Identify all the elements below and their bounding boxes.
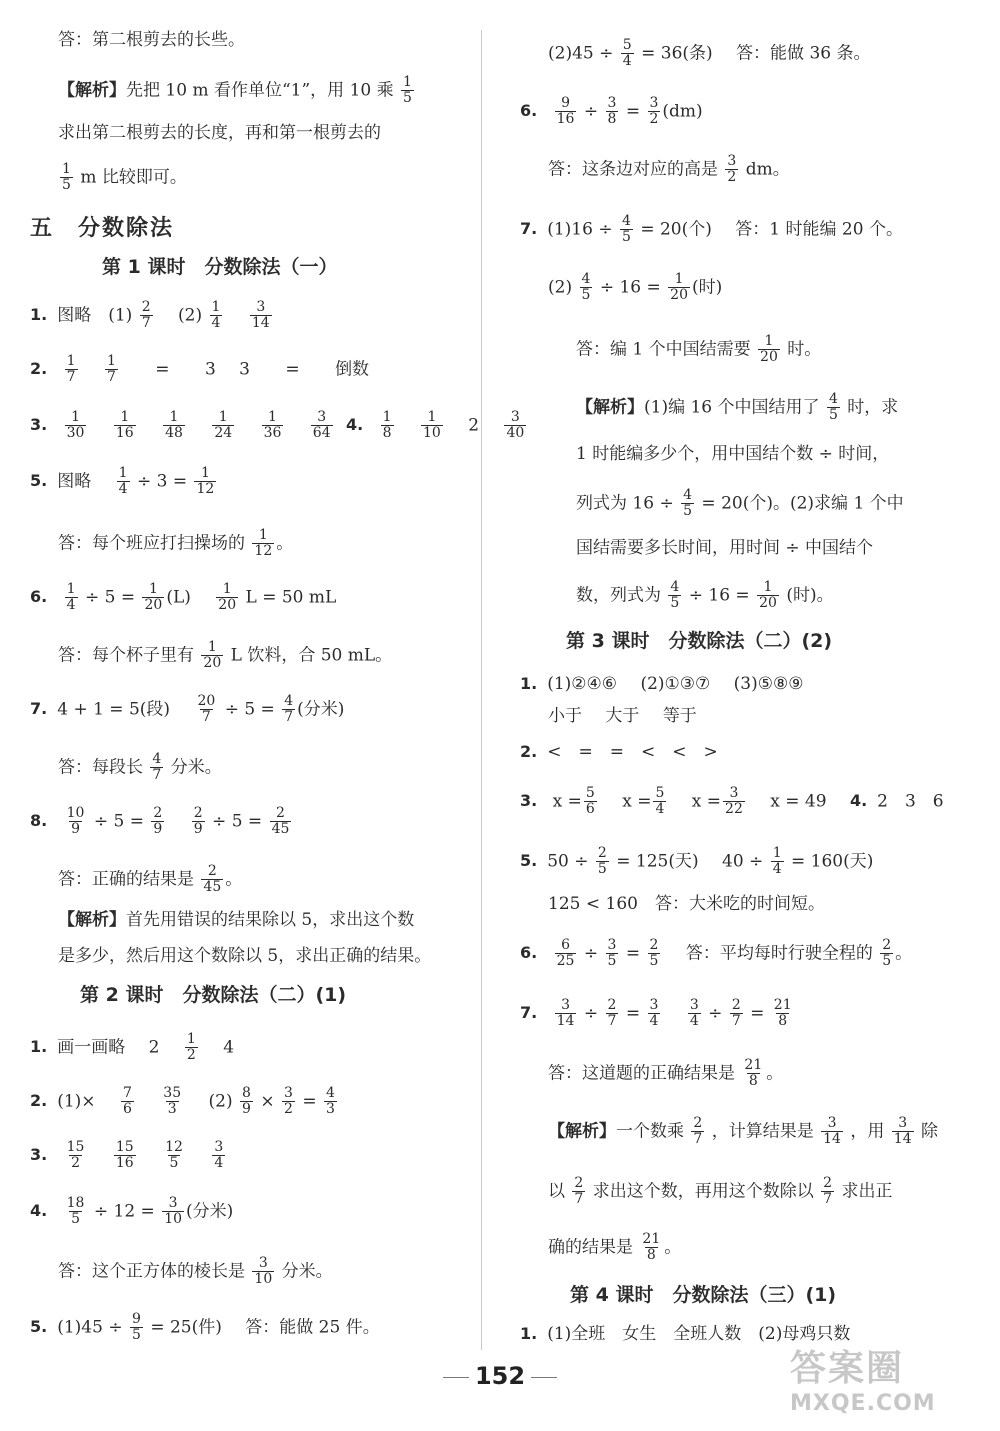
answer-line: 答：编 1 个中国结需要 $\frac{1}{20}$ 时。 — [576, 333, 822, 366]
question-7-part-2: (2) $\frac{4}{5}$ ÷ 16 = $\frac{1}{20}$ (时) — [548, 271, 723, 304]
analysis-line: 【解析】(1)编 16 个中国结用了 $\frac{4}{5}$ 时，求 — [576, 391, 899, 424]
column-divider — [481, 30, 482, 1350]
answer-line: 125 < 160 答：大米吃的时间短。 — [548, 894, 825, 914]
lesson-title: 第 1 课时 分数除法（一） — [102, 256, 338, 278]
question-7: 7. $\frac{3}{14}$ ÷ $\frac{2}{7}$ = $\frac{3}{4}$ $\frac{3}{4}$ ÷ $\frac{2}{7}$ = $\frac{21}{8}$ — [520, 997, 792, 1030]
analysis-line: 数，列式为 $\frac{4}{5}$ ÷ 16 = $\frac{1}{20}$ (时)。 — [576, 579, 834, 612]
question-5: 5. 图略 $\frac{1}{4}$ ÷ 3 = $\frac{1}{12}$ — [30, 465, 215, 498]
question-3: 3. $\frac{15}{2}$ $\frac{15}{16}$ $\frac{12}{5}$ $\frac{3}{4}$ — [30, 1139, 224, 1172]
analysis-line: 1 时能编多少个，用中国结个数 ÷ 时间， — [576, 444, 890, 464]
fraction: $\frac{1}{5}$ — [403, 74, 412, 107]
watermark-logo: 答案圈 MXQE.COM — [790, 1348, 936, 1416]
analysis-line: 以 $\frac{2}{7}$ 求出这个数，再用这个数除以 $\frac{2}{7}$ 求出正 — [548, 1175, 893, 1208]
answer-line: 答：正确的结果是 $\frac{2}{45}$ 。 — [58, 863, 243, 896]
answer-line: 答：每个班应打扫操场的 $\frac{1}{12}$ 。 — [58, 527, 294, 560]
question-2: 2. $\frac{1}{7}$ $\frac{1}{7}$ = 3 3 = 倒数 — [30, 353, 370, 386]
analysis-line: 确的结果是 $\frac{21}{8}$ 。 — [548, 1231, 682, 1264]
answer-line: 答：这个正方体的棱长是 $\frac{3}{10}$ 分米。 — [58, 1255, 333, 1288]
answer-line: 答：这条边对应的高是 $\frac{3}{2}$ dm。 — [548, 153, 790, 186]
fraction: $\frac{1}{5}$ — [62, 161, 71, 194]
question-5: 5. (1)45 ÷ $\frac{9}{5}$ = 25(件) 答：能做 25 件。 — [30, 1311, 380, 1344]
question-6: 6. $\frac{6}{25}$ ÷ $\frac{3}{5}$ = $\frac{2}{5}$ 答：平均每时行驶全程的 $\frac{2}{5}$ 。 — [520, 937, 913, 970]
analysis-line: 【解析】一个数乘 $\frac{2}{7}$ ，计算结果是 $\frac{3}{14}$ ，用 $\frac{3}{14}$ 除 — [548, 1115, 939, 1148]
analysis-line: 【解析】先把 10 m 看作单位“1”，用 10 乘 $\frac{1}{5}$ — [58, 74, 412, 107]
question-1-cont: 小于 大于 等于 — [548, 706, 697, 726]
question-4: 4. $\frac{18}{5}$ ÷ 12 = $\frac{3}{10}$ (分米) — [30, 1195, 234, 1228]
question-7: 7. (1)16 ÷ $\frac{4}{5}$ = 20(个) 答：1 时能编 20 个。 — [520, 213, 903, 246]
question-8: 8. $\frac{10}{9}$ ÷ 5 = $\frac{2}{9}$ $\frac{2}{9}$ ÷ 5 = $\frac{2}{45}$ — [30, 805, 290, 838]
lesson-title: 第 3 课时 分数除法（二）(2) — [566, 630, 833, 652]
question-5: 5. 50 ÷ $\frac{2}{5}$ = 125(天) 40 ÷ $\frac{1}{4}$ = 160(天) — [520, 845, 874, 878]
answer-line: 答：第二根剪去的长些。 — [58, 30, 245, 50]
question-2: 2. (1)× $\frac{7}{6}$ $\frac{35}{3}$ (2) $\frac{8}{9}$ × $\frac{3}{2}$ = $\frac{4}{3}$ — [30, 1085, 335, 1118]
question-7: 7. 4 + 1 = 5(段) $\frac{20}{7}$ ÷ 5 = $\frac{4}{7}$ (分米) — [30, 693, 345, 726]
analysis-line: $\frac{1}{5}$ m 比较即可。 — [62, 161, 187, 194]
question-2: 2. < = = < < > — [520, 742, 718, 762]
question-5-part-2: (2)45 ÷ $\frac{5}{4}$ = 36(条) 答：能做 36 条。 — [548, 37, 871, 70]
question-6: 6. $\frac{1}{4}$ ÷ 5 = $\frac{1}{20}$ (L) $\frac{1}{20}$ L = 50 mL — [30, 581, 337, 614]
analysis-line: 【解析】首先用错误的结果除以 5，求出这个数 — [58, 910, 415, 930]
lesson-title: 第 4 课时 分数除法（三）(1) — [570, 1284, 837, 1306]
question-1: 1. 画一画略 2 $\frac{1}{2}$ 4 — [30, 1031, 235, 1064]
question-1: 1. (1)②④⑥ (2)①③⑦ (3)⑤⑧⑨ — [520, 674, 804, 694]
answer-line: 答：每个杯子里有 $\frac{1}{20}$ L 饮料，合 50 mL。 — [58, 639, 393, 672]
question-3-4: 3. $\frac{1}{30}$ $\frac{1}{16}$ $\frac{1}{48}$ $\frac{1}{24}$ $\frac{1}{36}$ $\frac{3}{64}$ 4. $\frac{1}{8}$ $\frac{1}{10}$ 2 $\frac{3}{40}$ — [30, 409, 525, 442]
question-1: 1. 图略 (1) $\frac{2}{7}$ (2) $\frac{1}{4}$ $\frac{3}{14}$ — [30, 299, 270, 332]
answer-line: 答：每段长 $\frac{4}{7}$ 分米。 — [58, 751, 222, 784]
analysis-line: 求出第二根剪去的长度，再和第一根剪去的 — [58, 123, 381, 143]
analysis-line: 是多少，然后用这个数除以 5，求出正确的结果。 — [58, 946, 432, 966]
analysis-line: 国结需要多长时间，用时间 ÷ 中国结个 — [576, 538, 874, 558]
analysis-line: 列式为 16 ÷ $\frac{4}{5}$ = 20(个)。(2)求编 1 个中 — [576, 487, 904, 520]
page-number: 152 — [0, 1362, 1000, 1390]
chapter-title: 五 分数除法 — [30, 216, 175, 241]
question-3-4: 3. x = $\frac{5}{6}$ x = $\frac{5}{4}$ x = $\frac{3}{22}$ x = 49 4. 2 3 6 — [520, 785, 944, 818]
question-1: 1. (1)全班 女生 全班人数 (2)母鸡只数 — [520, 1324, 851, 1344]
answer-line: 答：这道题的正确结果是 $\frac{21}{8}$ 。 — [548, 1057, 784, 1090]
lesson-title: 第 2 课时 分数除法（二）(1) — [80, 984, 347, 1006]
question-6: 6. $\frac{9}{16}$ ÷ $\frac{3}{8}$ = $\frac{3}{2}$ (dm) — [520, 95, 703, 128]
